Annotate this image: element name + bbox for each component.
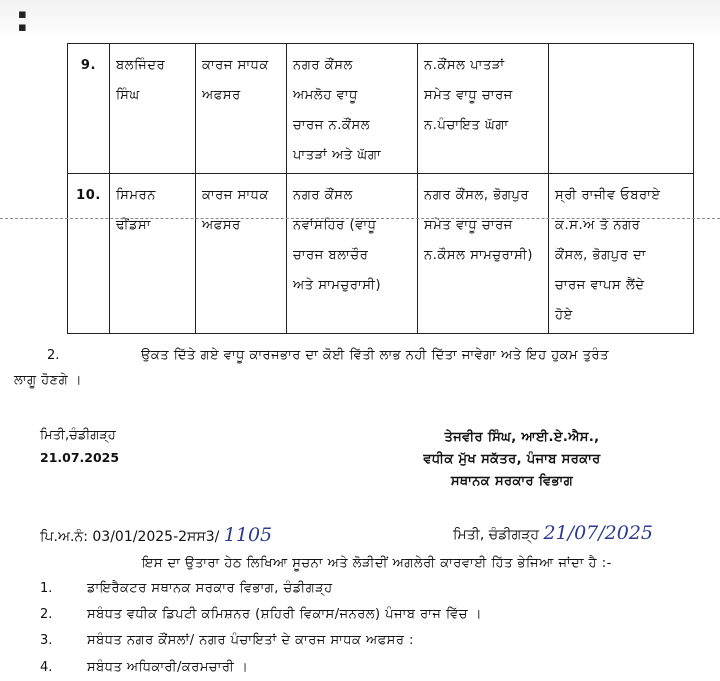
charge-cell xyxy=(418,44,549,174)
recipient-number: 2. xyxy=(40,607,53,622)
paragraph-number: 2. xyxy=(47,348,60,363)
serial-number: 10. xyxy=(76,188,101,203)
punch-hole-marks: ▪ ▪ xyxy=(18,7,27,35)
posting-cell xyxy=(287,174,418,334)
posting-line: ਨਵਾਂਸਹਿਰ (ਵਾਧੂ xyxy=(293,218,377,233)
endorsement-reference xyxy=(40,524,272,546)
name-line: ਬਲਜਿੰਦਰ xyxy=(116,58,166,73)
signatory-department: ਸਥਾਨਕ ਸਰਕਾਰ ਵਿਭਾਗ xyxy=(450,474,574,489)
transfer-orders-table xyxy=(67,43,694,334)
name-line: ਸਿੰਘ xyxy=(116,88,140,103)
recipient-text: ਡਾਇਰੈਕਟਰ ਸਥਾਨਕ ਸਰਕਾਰ ਵਿਭਾਗ, ਚੰਡੀਗੜ੍ਹ xyxy=(87,581,333,596)
signatory-designation: ਵਧੀਕ ਮੁੱਖ ਸਕੱਤਰ, ਪੰਜਾਬ ਸਰਕਾਰ xyxy=(423,452,601,467)
endorsement-handwritten-date: 21/07/2025 xyxy=(543,522,653,544)
endorsement-date xyxy=(453,522,653,544)
endorsement-date-label: ਮਿਤੀ, ਚੰਡੀਗੜ੍ਹ xyxy=(453,527,540,543)
name-line: ਢੀਂਡਸਾ xyxy=(116,218,152,233)
posting-line: ਅਤੇ ਸਾਮਚੁਰਾਸੀ) xyxy=(293,278,382,293)
charge-line: ਸਮੇਤ ਵਾਧੂ ਚਾਰਜ xyxy=(424,88,513,103)
posting-line: ਨਗਰ ਕੌਂਸਲ xyxy=(293,58,353,73)
fold-line xyxy=(0,218,720,219)
posting-line: ਚਾਰਜ ਨ.ਕੌਂਸਲ xyxy=(293,118,371,133)
designation-cell xyxy=(196,174,287,334)
remarks-cell xyxy=(549,44,694,174)
posting-line: ਨਗਰ ਕੌਂਸਲ xyxy=(293,188,353,203)
posting-line: ਚਾਰਜ ਬਲਾਚੌਰ xyxy=(293,248,369,263)
remarks-line: ਸ੍ਰੀ ਰਾਜੀਵ ਓਬਰਾਏ xyxy=(555,188,661,203)
order-date: 21.07.2025 xyxy=(40,450,120,465)
designation-cell xyxy=(196,44,287,174)
recipient-text: ਸਬੰਧਤ ਨਗਰ ਕੌਂਸਲਾਂ/ ਨਗਰ ਪੰਚਾਇਤਾਂ ਦੇ ਕਾਰਜ ਸਾਧਕ ਅਫਸਰ : xyxy=(87,633,414,648)
remarks-line: ਕੌਂਸਲ, ਭੋਗਪੁਰ ਦਾ xyxy=(555,248,647,263)
charge-cell xyxy=(418,174,549,334)
charge-line: ਸਮੇਤ ਵਾਧੂ ਚਾਰਜ xyxy=(424,218,513,233)
recipient-text: ਸਬੰਧਤ ਵਧੀਕ ਡਿਪਟੀ ਕਮਿਸ਼ਨਰ (ਸ਼ਹਿਰੀ ਵਿਕਾਸ/ਜਨਰਲ) ਪੰਜਾਬ ਰਾਜ ਵਿੱਚ । xyxy=(87,607,482,622)
designation-line: ਕਾਰਜ ਸਾਧਕ xyxy=(202,58,269,73)
designation-line: ਅਫਸਰ xyxy=(202,218,241,233)
paragraph-text-line-1: ਉਕਤ ਦਿੱਤੇ ਗਏ ਵਾਧੂ ਕਾਰਜਭਾਰ ਦਾ ਕੋਈ ਵਿੱਤੀ ਲਾਭ ਨਹੀ ਦਿੱਤਾ ਜਾਵੇਗਾ ਅਤੇ ਇਹ ਹੁਕਮ ਤੁਰੰਤ xyxy=(141,348,609,363)
table-row xyxy=(68,44,694,174)
table-row xyxy=(68,174,694,334)
reference-handwritten-number: 1105 xyxy=(223,524,273,546)
serial-number-cell xyxy=(68,174,110,334)
serial-number-cell xyxy=(68,44,110,174)
posting-line: ਅਮਲੋਹ ਵਾਧੂ xyxy=(293,88,358,103)
endorsement-intro: ਇਸ ਦਾ ਉਤਾਰਾ ਹੇਠ ਲਿਖਿਆ ਸੂਚਨਾ ਅਤੇ ਲੋੜੀਦੀਂ ਅਗਲੇਰੀ ਕਾਰਵਾਈ ਹਿੱਤ ਭੇਜਿਆ ਜਾਂਦਾ ਹੈ :- xyxy=(142,556,612,571)
reference-prefix: ਪਿ.ਅ.ਨੰ: 03/01/2025-2ਸਸ3/ xyxy=(40,529,220,545)
designation-line: ਅਫਸਰ xyxy=(202,88,241,103)
remarks-line: ਹੋਏ xyxy=(555,308,573,323)
name-cell xyxy=(110,174,196,334)
remarks-cell xyxy=(549,174,694,334)
recipient-number: 4. xyxy=(40,660,53,675)
designation-line: ਕਾਰਜ ਸਾਧਕ xyxy=(202,188,269,203)
charge-line: ਨ.ਕੌਸਲ ਸਾਮਚੁਰਾਸੀ) xyxy=(424,248,534,263)
paragraph-text-line-2: ਲਾਗੂ ਹੋਣਗੇ । xyxy=(14,373,83,388)
place-label: ਮਿਤੀ,ਚੰਡੀਗੜ੍ਹ xyxy=(40,428,116,443)
name-cell xyxy=(110,44,196,174)
recipient-text: ਸਬੰਧਤ ਅਧਿਕਾਰੀ/ਕਰਮਚਾਰੀ । xyxy=(87,660,249,675)
scan-shadow xyxy=(0,0,720,40)
charge-line: ਨਗਰ ਕੌਂਸਲ, ਭੋਗਪੁਰ xyxy=(424,188,530,203)
remarks-line: ਚਾਰਜ ਵਾਪਸ ਲੈਂਦੇ xyxy=(555,278,645,293)
posting-cell xyxy=(287,44,418,174)
name-line: ਸਿਮਰਨ xyxy=(116,188,156,203)
charge-line: ਨ.ਪੰਚਾਇਤ ਘੱਗਾ xyxy=(424,118,509,133)
signatory-name: ਤੇਜਵੀਰ ਸਿੰਘ, ਆਈ.ਏ.ਐਸ., xyxy=(444,430,600,445)
posting-line: ਪਾਤੜਾਂ ਅਤੇ ਘੱਗਾ xyxy=(293,148,382,163)
charge-line: ਨ.ਕੌਂਸਲ ਪਾਤੜਾਂ xyxy=(424,58,505,73)
recipient-number: 3. xyxy=(40,633,53,648)
remarks-line: ਕ.ਸ.ਅ ਤੋ ਨਗਰ xyxy=(555,218,641,233)
recipient-number: 1. xyxy=(40,581,53,596)
serial-number: 9. xyxy=(80,58,97,73)
